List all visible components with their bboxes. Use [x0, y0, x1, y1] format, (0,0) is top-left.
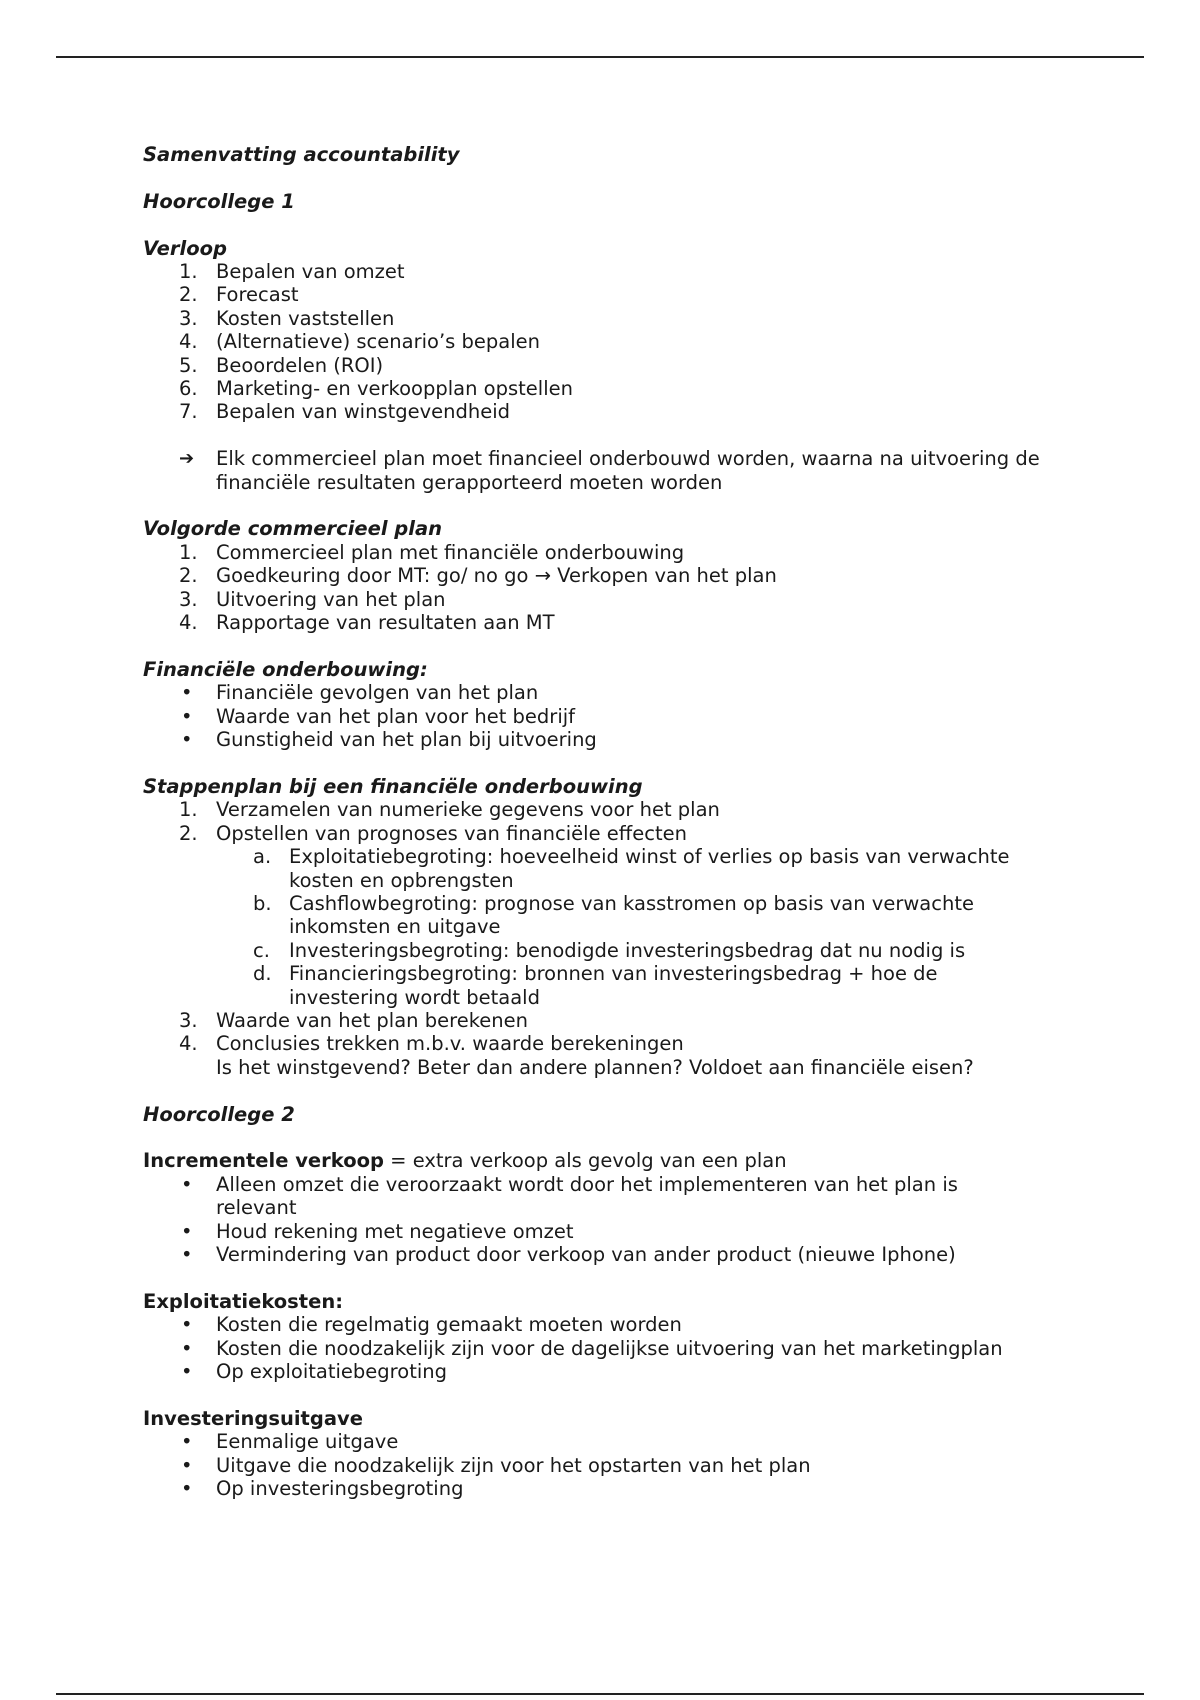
- list-item: 1. Verzamelen van numerieke gegevens voor het plan: [179, 798, 720, 822]
- bullet-icon: •: [181, 1336, 193, 1360]
- list-item: • Eenmalige uitgave: [181, 1430, 399, 1454]
- header-rule: [56, 56, 1144, 58]
- section-heading-hoorcollege-2: Hoorcollege 2: [143, 1102, 295, 1126]
- list-item: • Uitgave die noodzakelijk zijn voor het opstarten van het plan: [181, 1453, 811, 1477]
- section-heading-hoorcollege-1: Hoorcollege 1: [143, 189, 295, 213]
- list-item: 4. Rapportage van resultaten aan MT: [179, 611, 555, 635]
- list-financiele-onderbouwing: [143, 681, 1043, 751]
- list-exploitatiekosten: [143, 1313, 1043, 1383]
- list-item: 3. Kosten vaststellen: [179, 306, 395, 330]
- list-item: 4. Conclusies trekken m.b.v. waarde berekeningen: [179, 1032, 684, 1056]
- document-title: Samenvatting accountability: [143, 143, 460, 166]
- list-item: 3. Waarde van het plan berekenen: [179, 1008, 528, 1032]
- heading-exploitatiekosten: Exploitatiekosten:: [143, 1289, 344, 1313]
- bullet-icon: •: [181, 1359, 193, 1383]
- sub-list-item: c. Investeringsbegroting: benodigde investeringsbedrag dat nu nodig is: [253, 938, 966, 962]
- list-item: • Alleen omzet die veroorzaakt wordt door het implementeren van het plan is relevant: [181, 1172, 958, 1220]
- footer-rule: [56, 1693, 1144, 1695]
- list-investeringsuitgave: [143, 1430, 1043, 1500]
- list-item: • Waarde van het plan voor het bedrijf: [181, 704, 576, 728]
- list-volgorde: [143, 541, 1043, 635]
- list-item: 5. Beoordelen (ROI): [179, 353, 384, 377]
- bullet-icon: •: [181, 1453, 193, 1477]
- bullet-icon: •: [181, 1242, 193, 1266]
- list-item: • Op exploitatiebegroting: [181, 1359, 447, 1383]
- note-verloop: ➔ Elk commercieel plan moet financieel onderbouwd worden, waarna na uitvoering de financiële resultaten gerapporteerd moeten worden: [179, 447, 1040, 494]
- list-item: • Op investeringsbegroting: [181, 1477, 464, 1500]
- list-verloop: [143, 260, 1043, 424]
- list-item: • Kosten die noodzakelijk zijn voor de dagelijkse uitvoering van het marketingplan: [181, 1336, 1003, 1360]
- list-item: • Financiële gevolgen van het plan: [181, 681, 539, 705]
- list-item-continuation: Is het winstgevend? Beter dan andere plannen? Voldoet aan financiële eisen?: [216, 1055, 974, 1079]
- sub-list-item: b. Cashflowbegroting: prognose van kasstromen op basis van verwachte inkomsten en uitgave: [253, 891, 974, 939]
- bullet-icon: •: [181, 1313, 193, 1337]
- list-stappenplan: [143, 798, 1043, 1079]
- list-incrementele-verkoop: [143, 1173, 1043, 1267]
- sub-list-item: d. Financieringsbegroting: bronnen van investeringsbedrag + hoe de investering wordt betaald: [253, 962, 938, 1009]
- bullet-icon: •: [181, 704, 193, 728]
- document-body: [143, 143, 1043, 1500]
- bullet-icon: •: [181, 1172, 193, 1196]
- list-item: 2. Opstellen van prognoses van financiële effecten: [179, 821, 687, 845]
- arrow-right-icon: ➔: [179, 448, 195, 470]
- heading-investeringsuitgave: Investeringsuitgave: [143, 1406, 363, 1430]
- bullet-icon: •: [181, 1219, 193, 1243]
- definition-incrementele-verkoop: Incrementele verkoop = extra verkoop als gevolg van een plan: [143, 1149, 787, 1173]
- list-item: • Kosten die regelmatig gemaakt moeten worden: [181, 1313, 682, 1337]
- bullet-icon: •: [181, 1477, 193, 1500]
- list-item: • Vermindering van product door verkoop van ander product (nieuwe Iphone): [181, 1242, 956, 1266]
- heading-stappenplan: Stappenplan bij een financiële onderbouwing: [143, 774, 643, 798]
- list-item: • Gunstigheid van het plan bij uitvoering: [181, 728, 597, 752]
- bullet-icon: •: [181, 681, 193, 705]
- bullet-icon: •: [181, 1430, 193, 1454]
- heading-verloop: Verloop: [143, 236, 227, 260]
- list-item: 7. Bepalen van winstgevendheid: [179, 400, 511, 424]
- bullet-icon: •: [181, 728, 193, 752]
- list-item: 6. Marketing- en verkoopplan opstellen: [179, 377, 573, 401]
- list-item: 2. Goedkeuring door MT: go/ no go → Verkopen van het plan: [179, 564, 777, 588]
- list-item: 3. Uitvoering van het plan: [179, 587, 446, 611]
- list-item: • Houd rekening met negatieve omzet: [181, 1219, 574, 1243]
- list-item: 1. Bepalen van omzet: [179, 260, 405, 283]
- list-item: 4. (Alternatieve) scenario’s bepalen: [179, 330, 540, 354]
- list-item: 2. Forecast: [179, 283, 299, 307]
- list-item: 1. Commercieel plan met financiële onderbouwing: [179, 540, 685, 564]
- heading-financiele-onderbouwing: Financiële onderbouwing:: [143, 657, 428, 681]
- sub-list-item: a. Exploitatiebegroting: hoeveelheid winst of verlies op basis van verwachte kosten en opbrengsten: [253, 845, 1010, 892]
- heading-volgorde: Volgorde commercieel plan: [143, 517, 442, 541]
